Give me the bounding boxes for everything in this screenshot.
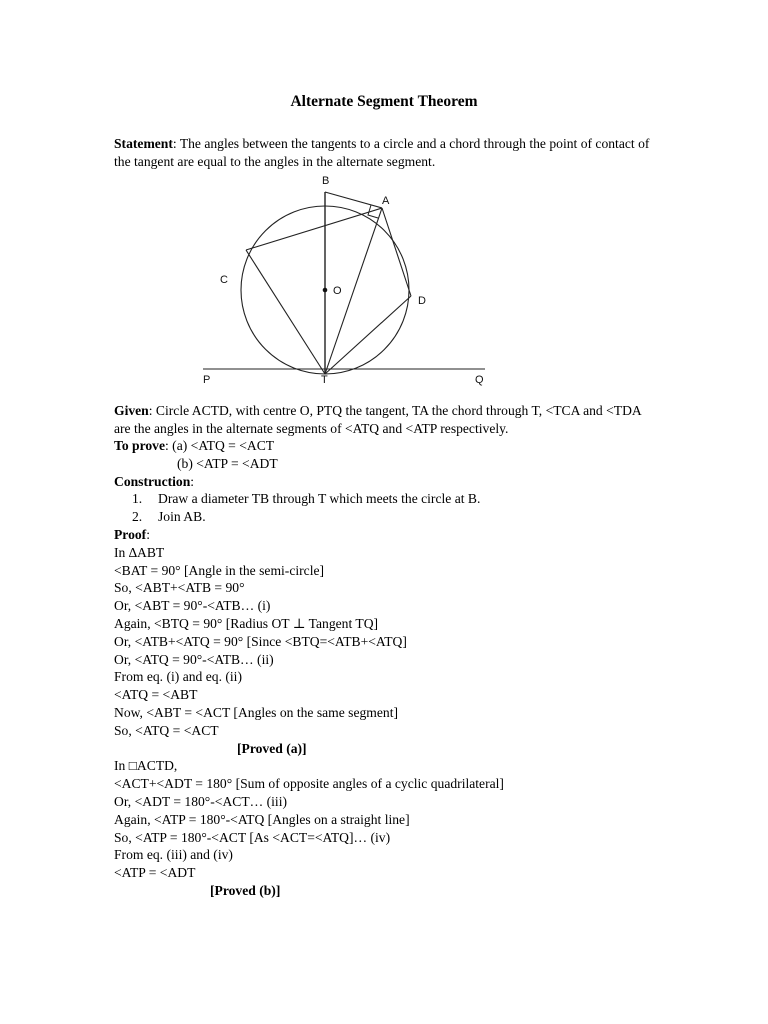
proof-line: Again, <BTQ = 90° [Radius OT ⊥ Tangent TQ] bbox=[114, 615, 379, 631]
centre-point-o bbox=[323, 288, 328, 293]
proof-line: <ATQ = <ABT bbox=[114, 687, 198, 703]
circle-diagram bbox=[195, 170, 495, 392]
to-prove-label: To prove bbox=[114, 438, 165, 453]
construction-heading bbox=[114, 473, 654, 491]
construction-step-number: 2. bbox=[132, 509, 143, 525]
proof-label: Proof bbox=[114, 526, 147, 542]
label-o: O bbox=[333, 285, 342, 297]
label-c: C bbox=[220, 274, 228, 286]
chord-ad bbox=[382, 208, 411, 296]
to-prove-a: : (a) <ATQ = <ACT bbox=[165, 438, 275, 453]
construction-step bbox=[114, 508, 654, 526]
proof-line: So, <ATQ = <ACT bbox=[114, 722, 219, 738]
to-prove-line-a bbox=[114, 437, 654, 455]
construction-colon: : bbox=[190, 473, 195, 489]
given-text: : Circle ACTD, with centre O, PTQ the tangent, TA the chord through T, <TCA and <TDA are the angles in the alternate segments of <ATQ and <ATP respectively. bbox=[114, 403, 641, 436]
to-prove-b: (b) <ATP = <ADT bbox=[177, 455, 278, 471]
label-p: P bbox=[203, 374, 211, 386]
proof-line: <ACT+<ADT = 180° [Sum of opposite angles of a cyclic quadrilateral] bbox=[114, 776, 504, 792]
proof-line: Or, <ATB+<ATQ = 90° [Since <BTQ=<ATB+<ATQ] bbox=[114, 633, 407, 649]
proof-line: <ATP = <ADT bbox=[114, 865, 196, 881]
proof-line: Or, <ATQ = 90°-<ATB… (ii) bbox=[114, 651, 274, 667]
construction-label: Construction bbox=[114, 473, 191, 489]
construction-step-text: Draw a diameter TB through T which meets the circle at B. bbox=[158, 491, 481, 507]
proof-line: So, <ATP = 180°-<ACT [As <ACT=<ATQ]… (iv) bbox=[114, 829, 391, 845]
label-b: B bbox=[322, 175, 330, 187]
statement-paragraph bbox=[114, 135, 654, 170]
given-label: Given bbox=[114, 403, 149, 418]
construction-step-number: 1. bbox=[132, 491, 143, 507]
construction-step bbox=[114, 490, 654, 508]
proof-line: From eq. (iii) and (iv) bbox=[114, 847, 233, 863]
proof-line: Again, <ATP = 180°-<ATQ [Angles on a straight line] bbox=[114, 811, 410, 827]
statement-label: Statement bbox=[114, 136, 173, 151]
label-t: T bbox=[321, 374, 328, 386]
label-q: Q bbox=[475, 374, 484, 386]
proof-line: From eq. (i) and eq. (ii) bbox=[114, 669, 242, 685]
given-paragraph bbox=[114, 402, 654, 437]
label-a: A bbox=[382, 195, 390, 207]
proof-line: Or, <ADT = 180°-<ACT… (iii) bbox=[114, 793, 288, 809]
proved-a-label: [Proved (a)] bbox=[237, 740, 307, 756]
proof-line: In □ACTD, bbox=[114, 758, 178, 774]
proof-line: Now, <ABT = <ACT [Angles on the same segment] bbox=[114, 704, 399, 720]
proof-heading bbox=[114, 526, 654, 544]
proved-b-label: [Proved (b)] bbox=[210, 882, 281, 898]
label-d: D bbox=[418, 295, 426, 307]
chord-ac bbox=[246, 208, 382, 250]
statement-text: : The angles between the tangents to a circle and a chord through the point of contact of the tangent are equal to the angles in the alternate segment. bbox=[114, 136, 650, 169]
chord-ab bbox=[325, 192, 382, 208]
document-title: Alternate Segment Theorem bbox=[290, 93, 478, 110]
proof-line: Or, <ABT = 90°-<ATB… (i) bbox=[114, 598, 271, 614]
chord-ct bbox=[246, 250, 325, 374]
proof-line: So, <ABT+<ATB = 90° bbox=[114, 580, 245, 596]
proof-line: In ∆ABT bbox=[114, 544, 165, 560]
construction-step-text: Join AB. bbox=[158, 509, 206, 525]
proof-body bbox=[114, 402, 654, 900]
proof-colon: : bbox=[146, 526, 150, 542]
proof-line: <BAT = 90° [Angle in the semi-circle] bbox=[114, 562, 325, 578]
